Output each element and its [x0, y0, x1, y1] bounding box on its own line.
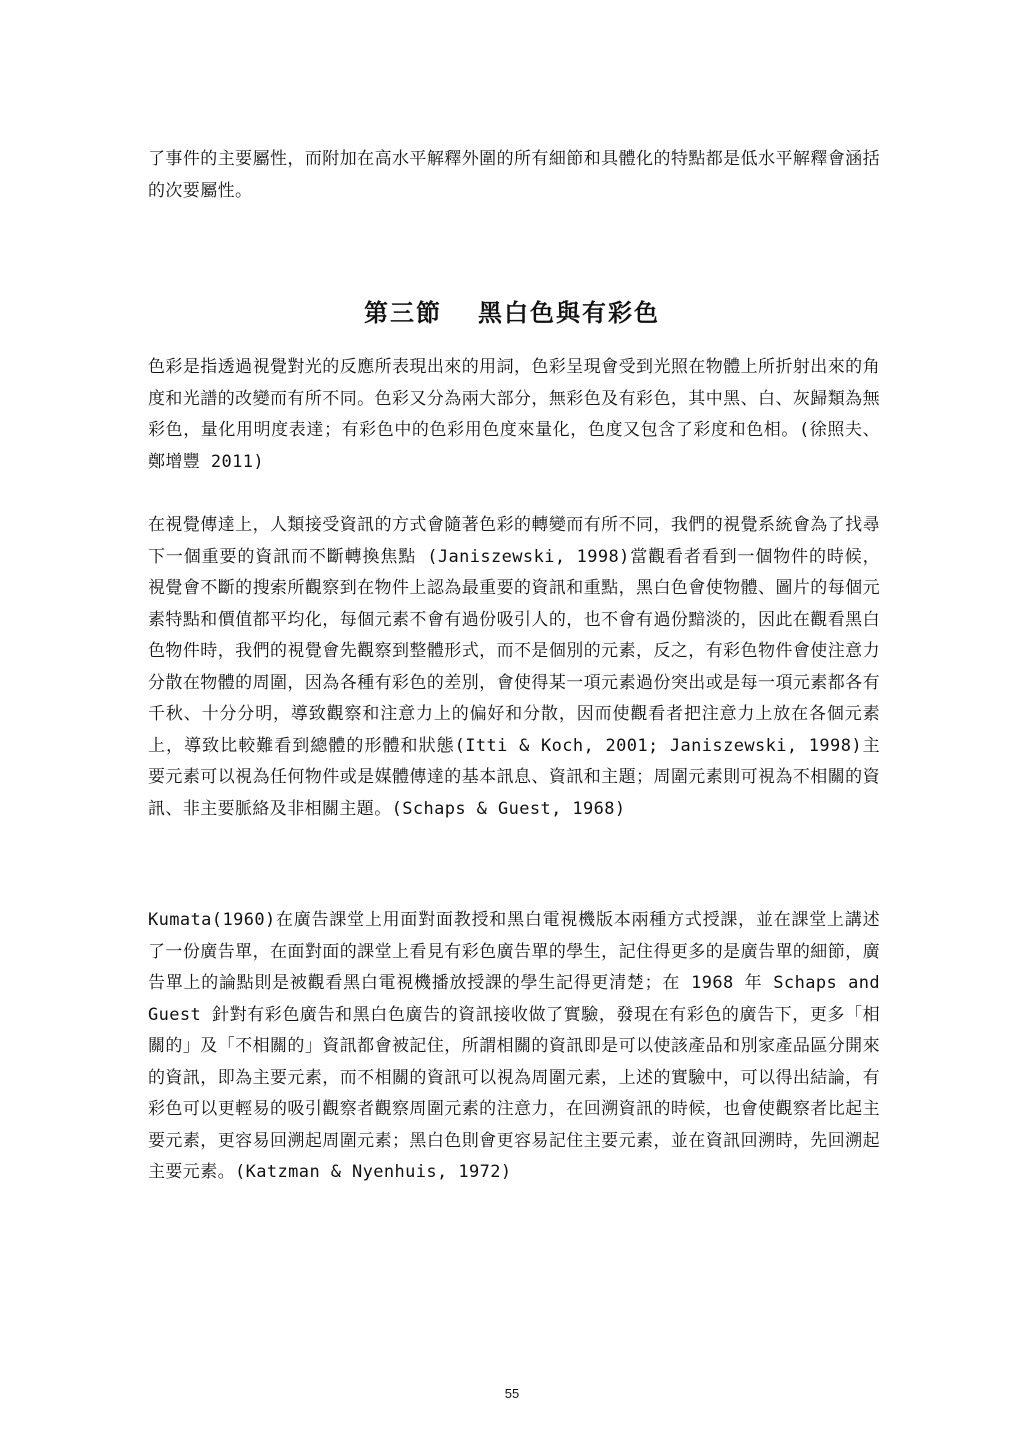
page-number: 55 — [504, 1386, 520, 1401]
section-title: 黑白色與有彩色 — [478, 299, 660, 327]
paragraph-intro-continuation: 了事件的主要屬性，而附加在高水平解釋外圍的所有細節和具體化的特點都是低水平解釋會涵括的次要屬性。 — [148, 149, 880, 201]
section-heading — [0, 295, 1024, 331]
paragraph-color-definition: 色彩是指透過視覺對光的反應所表現出來的用詞，色彩呈現會受到光照在物體上所折射出來的角度和光譜的改變而有所不同。色彩又分為兩大部分，無彩色及有彩色，其中黑、白、灰歸類為無彩色，量化用明度表達；有彩色中的色彩用色度來量化，色度又包含了彩度和色相。(徐照夫、鄭增豐 2011) — [148, 357, 880, 472]
paragraph-kumata-study: Kumata(1960)在廣告課堂上用面對面教授和黑白電視機版本兩種方式授課，並在課堂上講述了一份廣告單，在面對面的課堂上看見有彩色廣告單的學生，記住得更多的是廣告單的細節，廣告單上的論點則是被觀看黑白電視機播放授課的學生記得更清楚；在 1968 年 Schaps and Guest 針對有彩色廣告和黑白色廣告的資訊接收做了實驗，發現在有彩色的廣告下，更多「相關的」及「不相關的」資訊都會被記住，所謂相關的資訊即是可以使該產品和別家產品區分開來的資訊，即為主要元素，而不相關的資訊可以視為周圍元素，上述的實驗中，可以得出結論，有彩色可以更輕易的吸引觀察者觀察周圍元素的注意力，在回溯資訊的時候，也會使觀察者比起主要元素，更容易回溯起周圍元素；黑白色則會更容易記住主要元素，並在資訊回溯時，先回溯起主要元素。(Katzman & Nyenhuis, 1972) — [148, 910, 880, 1182]
section-number: 第三節 — [364, 299, 442, 327]
paragraph-visual-communication: 在視覺傳達上，人類接受資訊的方式會隨著色彩的轉變而有所不同，我們的視覺系統會為了找尋下一個重要的資訊而不斷轉換焦點 (Janiszewski, 1998)當觀看者看到一個物件的時候，視覺會不斷的搜索所觀察到在物件上認為最重要的資訊和重點，黑白色會使物體、圖片的每個元素特點和價值都平均化，每個元素不會有過份吸引人的，也不會有過份黯淡的，因此在觀看黑白色物件時，我們的視覺會先觀察到整體形式，而不是個別的元素，反之，有彩色物件會使注意力分散在物體的周圍，因為各種有彩色的差別，會使得某一項元素過份突出或是每一項元素都各有千秋、十分分明，導致觀察和注意力上的偏好和分散，因而使觀看者把注意力上放在各個元素上，導致比較難看到總體的形體和狀態(Itti & Koch, 2001; Janiszewski, 1998)主要元素可以視為任何物件或是媒體傳達的基本訊息、資訊和主題；周圍元素則可視為不相關的資訊、非主要脈絡及非相關主題。(Schaps & Guest, 1968) — [148, 515, 880, 819]
